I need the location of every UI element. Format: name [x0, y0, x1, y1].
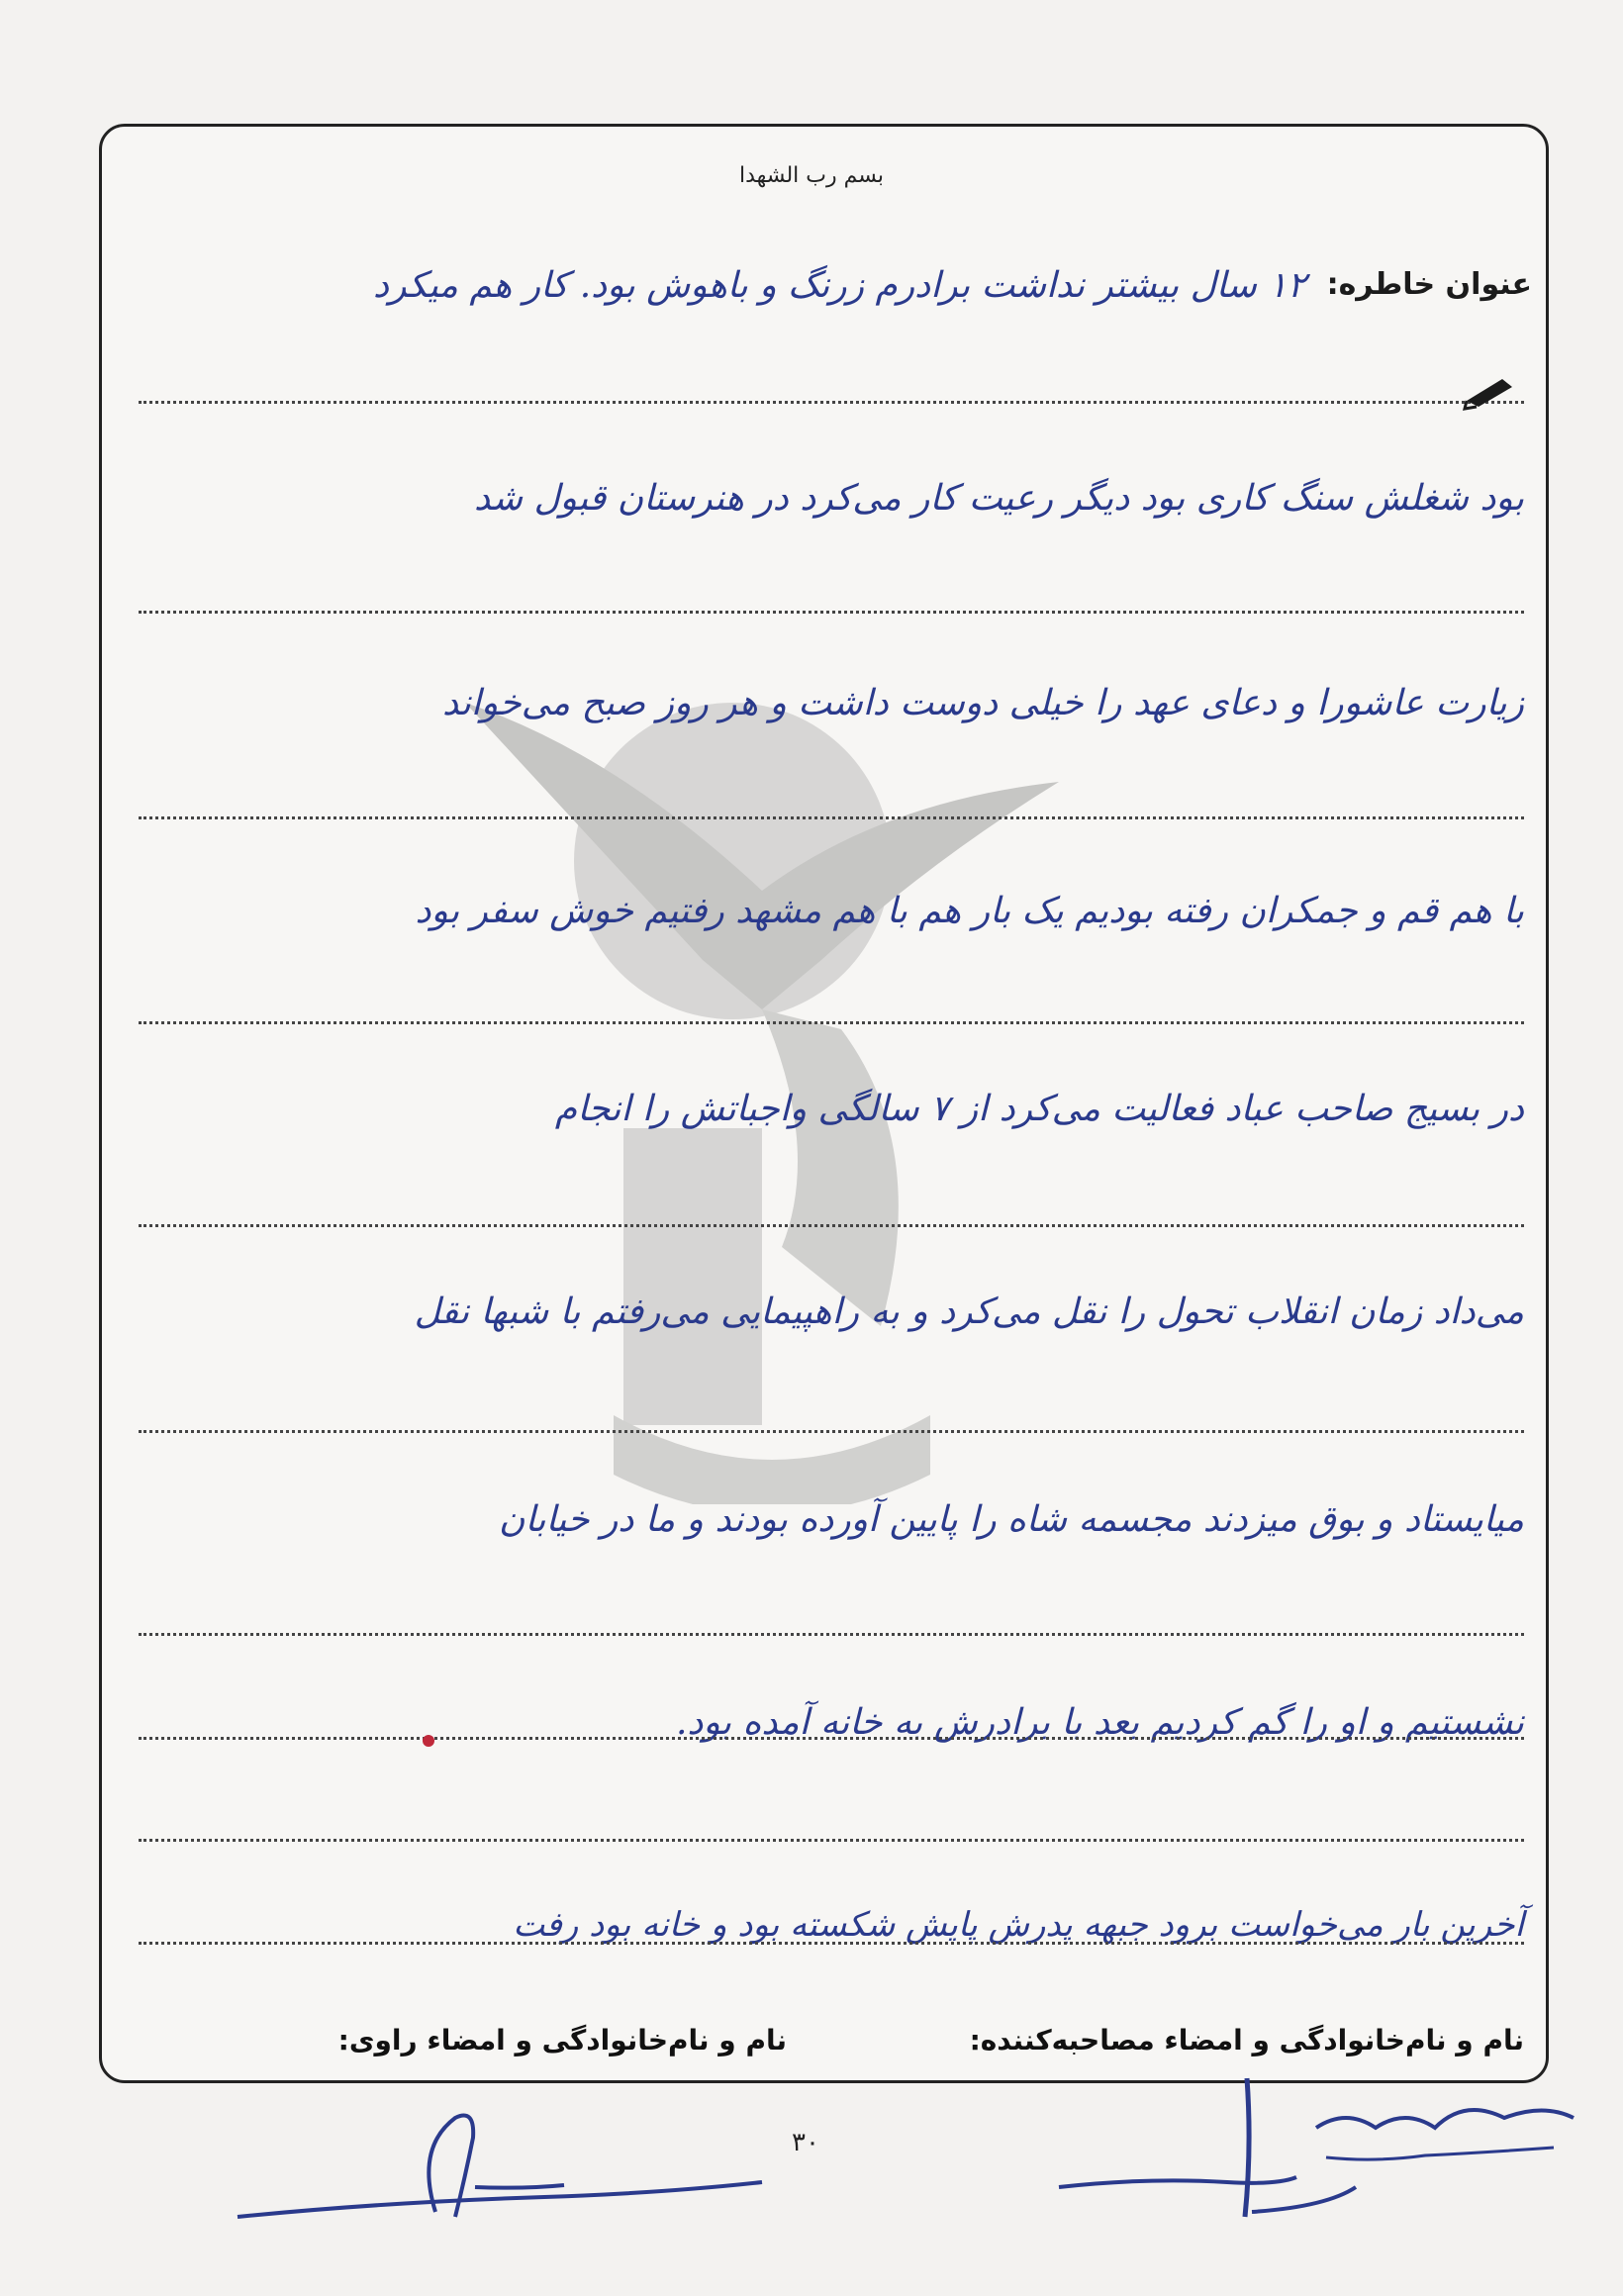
interviewer-label: نام و نام‌خانوادگی و امضاء مصاحبه‌کننده: [969, 2024, 1524, 2057]
interviewer-signature [1049, 2068, 1583, 2237]
page-number: ۳۰ [792, 2128, 819, 2157]
ink-dot [423, 1735, 434, 1747]
rule-line [139, 816, 1524, 819]
handwritten-line-3: زیارت عاشورا و دعای عهد را خیلی دوست داشت و هر روز صبح می‌خواند [441, 683, 1524, 723]
handwritten-line-8: نشستیم و او را گم کردیم بعد با برادرش به خانه آمده بود. [675, 1702, 1524, 1743]
pen-icon [1463, 371, 1518, 411]
rule-line [139, 1942, 1524, 1945]
handwritten-line-9: آخرین بار می‌خواست برود جبهه پدرش پایش شکسته بود و خانه بود رفت [513, 1905, 1524, 1945]
handwritten-line-2: بود شغلش سنگ کاری بود دیگر رعیت کار می‌کرد در هنرستان قبول شد [473, 478, 1524, 519]
rule-line [139, 401, 1524, 404]
handwritten-line-6: می‌داد زمان انقلاب تحول را نقل می‌کرد و به راهپیمایی می‌رفتم با شبها نقل [414, 1292, 1524, 1332]
rule-line [139, 1633, 1524, 1636]
rule-line [139, 1839, 1524, 1842]
handwritten-line-7: میایستاد و بوق میزدند مجسمه شاه را پایین آورده بودند و ما در خیابان [499, 1499, 1524, 1540]
rule-line [139, 611, 1524, 614]
rule-line [139, 1224, 1524, 1227]
narrator-label: نام و نام‌خانوادگی و امضاء راوی: [337, 2024, 787, 2057]
rule-line [139, 1737, 1524, 1740]
title-label: عنوان خاطره: [1326, 267, 1532, 302]
handwritten-line-4: با هم قم و جمکران رفته بودیم یک بار هم با هم مشهد رفتیم خوش سفر بود [415, 891, 1524, 931]
rule-line [139, 1430, 1524, 1433]
watermark-emblem [465, 633, 1079, 1504]
handwritten-line-1: ۱۲ سال بیشتر نداشت برادرم زرنگ و باهوش بود. کار هم میکرد [373, 265, 1306, 306]
document-header: بسم رب الشهدا [739, 163, 884, 188]
rule-line [139, 1021, 1524, 1024]
narrator-signature [228, 2078, 782, 2237]
handwritten-line-5: در بسیج صاحب عباد فعالیت می‌کرد از ۷ سالگی واجباتش را انجام [554, 1089, 1524, 1129]
